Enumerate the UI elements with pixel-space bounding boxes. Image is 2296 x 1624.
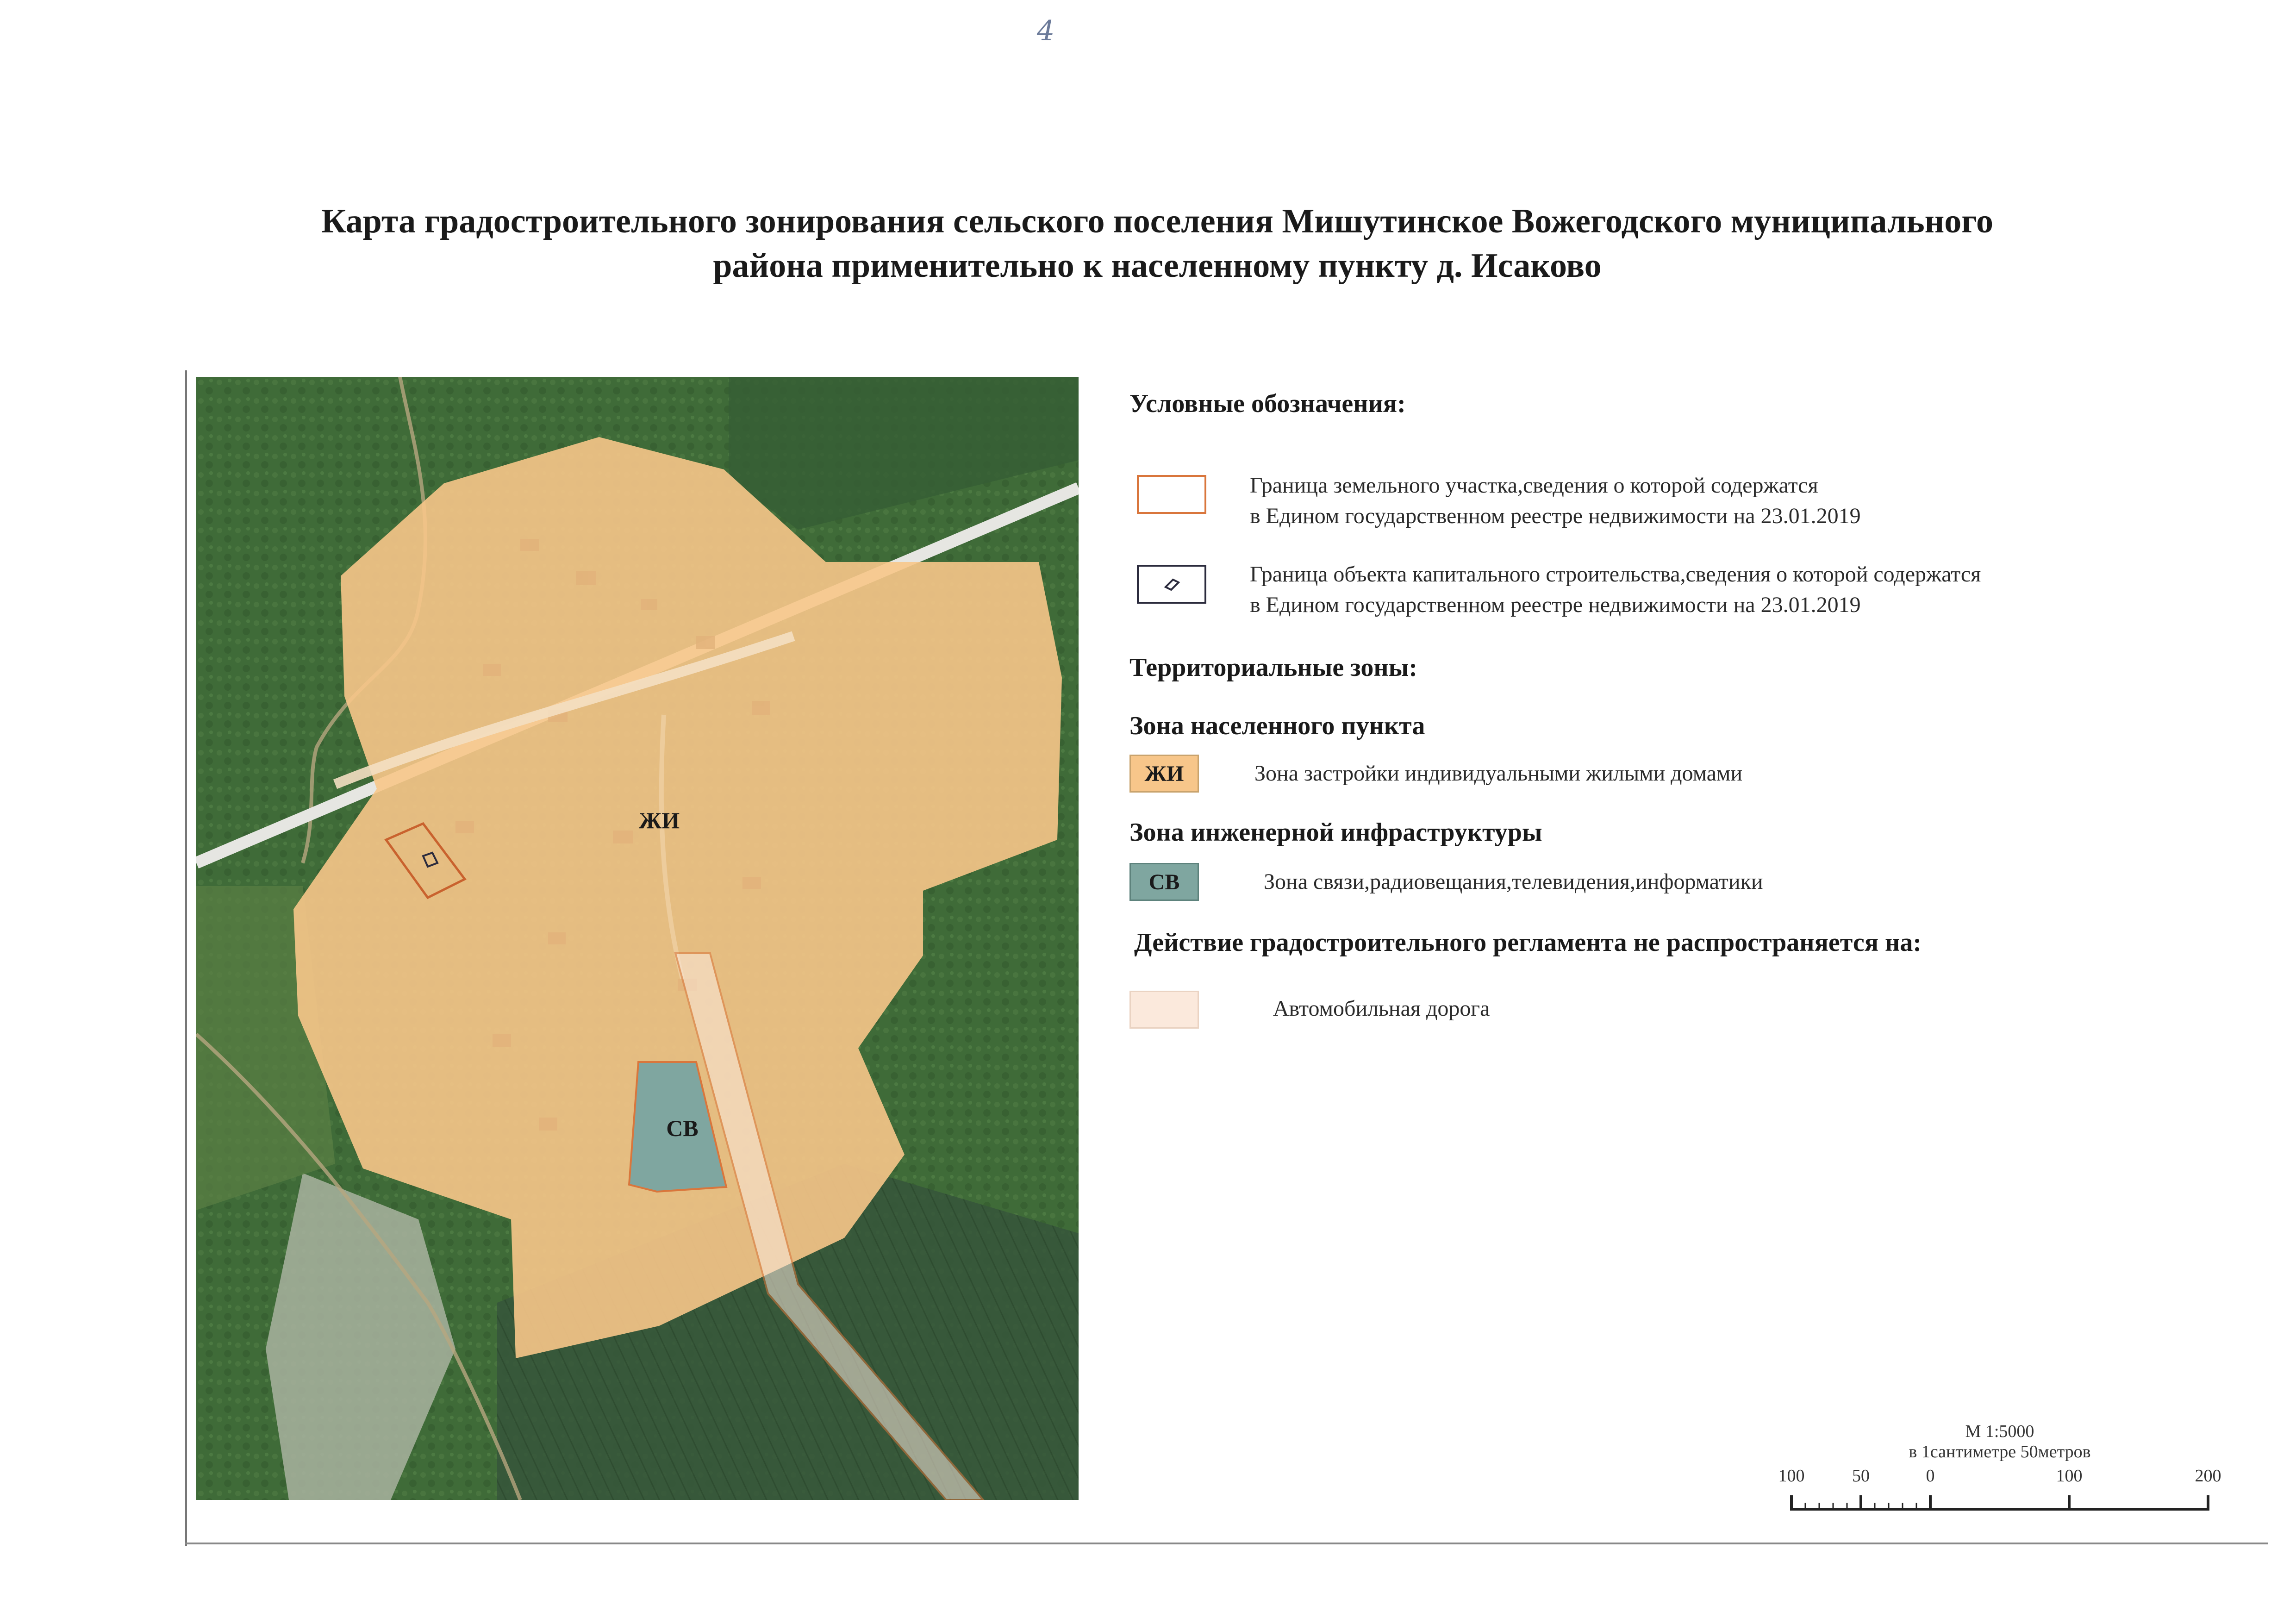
legend-land-parcel-line-2: в Едином государственном реестре недвижимости на 23.01.2019	[1250, 504, 1861, 528]
scale-tick-label: 100	[2056, 1466, 2083, 1486]
scale-bar-graphic	[1754, 1486, 2245, 1532]
scale-bar	[1754, 1421, 2245, 1532]
legend-swatch-sv	[1129, 863, 1199, 901]
legend-swatch-road	[1129, 991, 1199, 1029]
page-title	[139, 199, 2176, 288]
scale-ratio: М 1:5000	[1965, 1422, 2034, 1441]
frame-left-line	[185, 370, 187, 1546]
building-symbol-icon	[1139, 567, 1204, 602]
page-number: 4	[1037, 15, 1055, 47]
scale-tick-label: 50	[1852, 1466, 1870, 1486]
engineering-zone-heading: Зона инженерной инфраструктуры	[1129, 818, 1542, 847]
legend-swatch-building	[1137, 565, 1206, 604]
legend-building-text	[1250, 559, 1981, 620]
title-line-1: Карта градостроительного зонирования сельского поселения Мишутинское Вожегодского муниципального	[321, 202, 1994, 240]
legend-building-line-1: Граница объекта капитального строительства,сведения о которой содержатся	[1250, 562, 1981, 587]
legend-zhi-code: ЖИ	[1144, 761, 1184, 786]
legend-sv-code: СВ	[1148, 869, 1180, 894]
legend-land-parcel-text	[1250, 470, 1861, 531]
legend-road-label: Автомобильная дорога	[1273, 996, 1490, 1021]
legend-zhi-label: Зона застройки индивидуальными жилыми домами	[1254, 761, 1743, 786]
frame-bottom-line	[185, 1543, 2268, 1544]
legend-swatch-zhi	[1129, 755, 1199, 793]
legend-land-parcel-line-1: Граница земельного участка,сведения о которой содержатся	[1250, 473, 1818, 498]
map-svg	[196, 377, 1079, 1500]
legend-building-line-2: в Едином государственном реестре недвижимости на 23.01.2019	[1250, 593, 1861, 617]
exemption-heading: Действие градостроительного регламента не распространяется на:	[1134, 928, 1922, 957]
map-label-sv: СВ	[666, 1115, 699, 1141]
scale-tick-label: 0	[1926, 1466, 1935, 1486]
territorial-zones-heading: Территориальные зоны:	[1129, 653, 1417, 682]
settlement-zone-heading: Зона населенного пункта	[1129, 712, 1425, 740]
title-line-2: района применительно к населенному пункту д. Исаково	[713, 247, 1602, 285]
scale-description: в 1сантиметре 50метров	[1909, 1442, 2091, 1462]
legend-sv-label: Зона связи,радиовещания,телевидения,информатики	[1264, 869, 1763, 894]
legend-swatch-land-parcel	[1137, 475, 1206, 514]
map-label-zhi: ЖИ	[638, 807, 680, 833]
scale-tick-label: 200	[2195, 1466, 2221, 1486]
legend-heading: Условные обозначения:	[1129, 389, 1406, 418]
zoning-map	[196, 377, 1079, 1500]
scale-tick-label: 100	[1778, 1466, 1805, 1486]
